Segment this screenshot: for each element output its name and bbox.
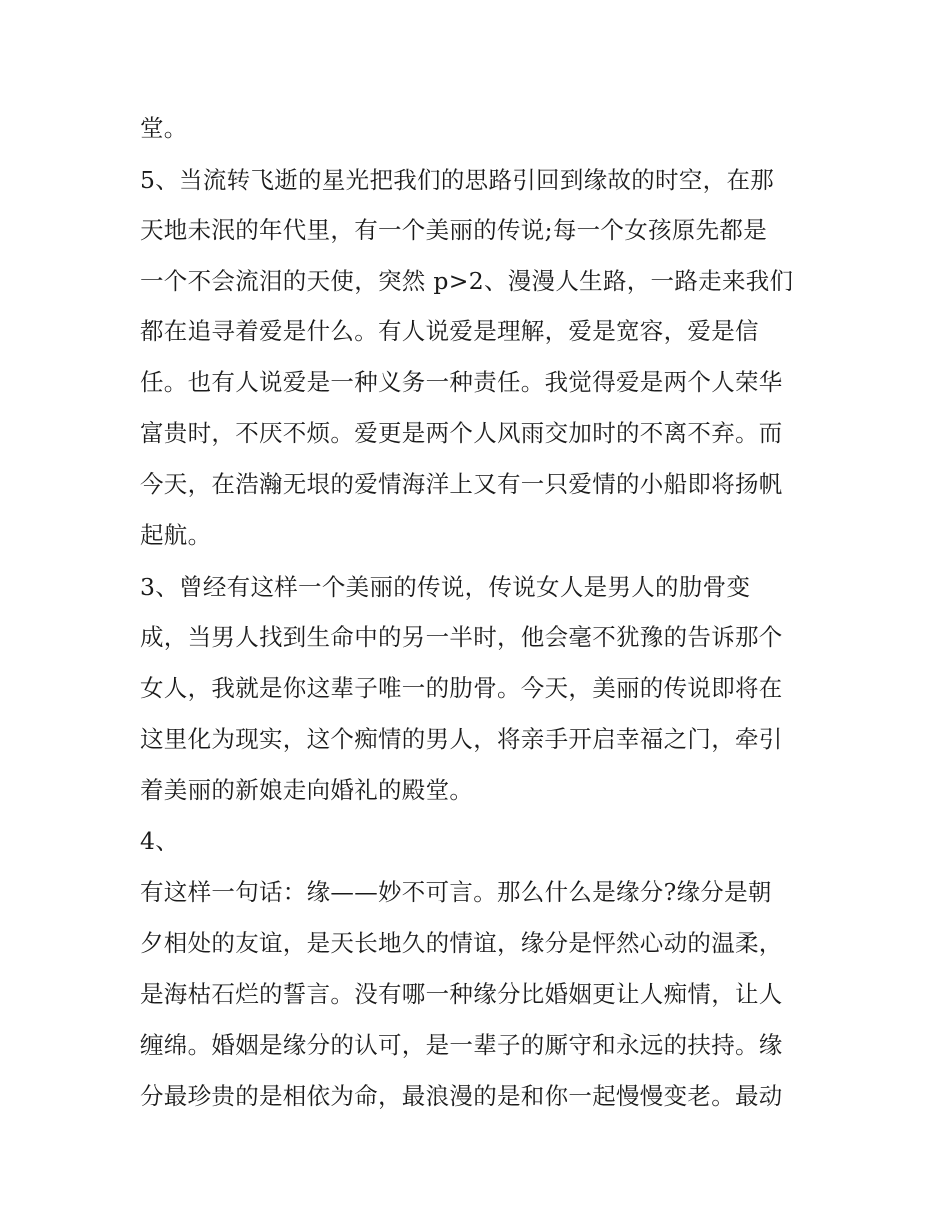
text-line: 任。也有人说爱是一种义务一种责任。我觉得爱是两个人荣华 [140, 368, 783, 396]
text-line: 4、 [140, 827, 180, 855]
text-line: 成，当男人找到生命中的另一半时，他会毫不犹豫的告诉那个 [140, 623, 783, 651]
text-line: 都在追寻着爱是什么。有人说爱是理解，爱是宽容，爱是信 [140, 317, 759, 345]
text-line: 缠绵。婚姻是缘分的认可，是一辈子的厮守和永远的扶持。缘 [140, 1031, 783, 1059]
text-line: 今天，在浩瀚无垠的爱情海洋上又有一只爱情的小船即将扬帆 [140, 470, 783, 498]
text-line: 夕相处的友谊，是天长地久的情谊，缘分是怦然心动的温柔， [140, 929, 783, 957]
text-line: 是海枯石烂的誓言。没有哪一种缘分比婚姻更让人痴情，让人 [140, 980, 783, 1008]
text-line: 堂。 [140, 114, 188, 142]
text-line: 有这样一句话：缘——妙不可言。那么什么是缘分?缘分是朝 [140, 878, 772, 906]
text-line: 女人，我就是你这辈子唯一的肋骨。今天，美丽的传说即将在 [140, 674, 783, 702]
text-line: 天地未泯的年代里，有一个美丽的传说;每一个女孩原先都是 [140, 216, 768, 244]
text-line: 5、当流转飞逝的星光把我们的思路引回到缘故的时空，在那 [140, 166, 775, 194]
text-line: 富贵时，不厌不烦。爱更是两个人风雨交加时的不离不弃。而 [140, 419, 783, 447]
text-line: 着美丽的新娘走向婚礼的殿堂。 [140, 776, 474, 804]
text-line: 这里化为现实，这个痴情的男人，将亲手开启幸福之门，牵引 [140, 725, 783, 753]
text-line: 一个不会流泪的天使，突然 p>2、漫漫人生路，一路走来我们 [140, 267, 794, 295]
text-line: 起航。 [140, 521, 212, 549]
text-line: 分最珍贵的是相依为命，最浪漫的是和你一起慢慢变老。最动 [140, 1082, 783, 1110]
text-line: 3、曾经有这样一个美丽的传说，传说女人是男人的肋骨变 [140, 573, 751, 601]
